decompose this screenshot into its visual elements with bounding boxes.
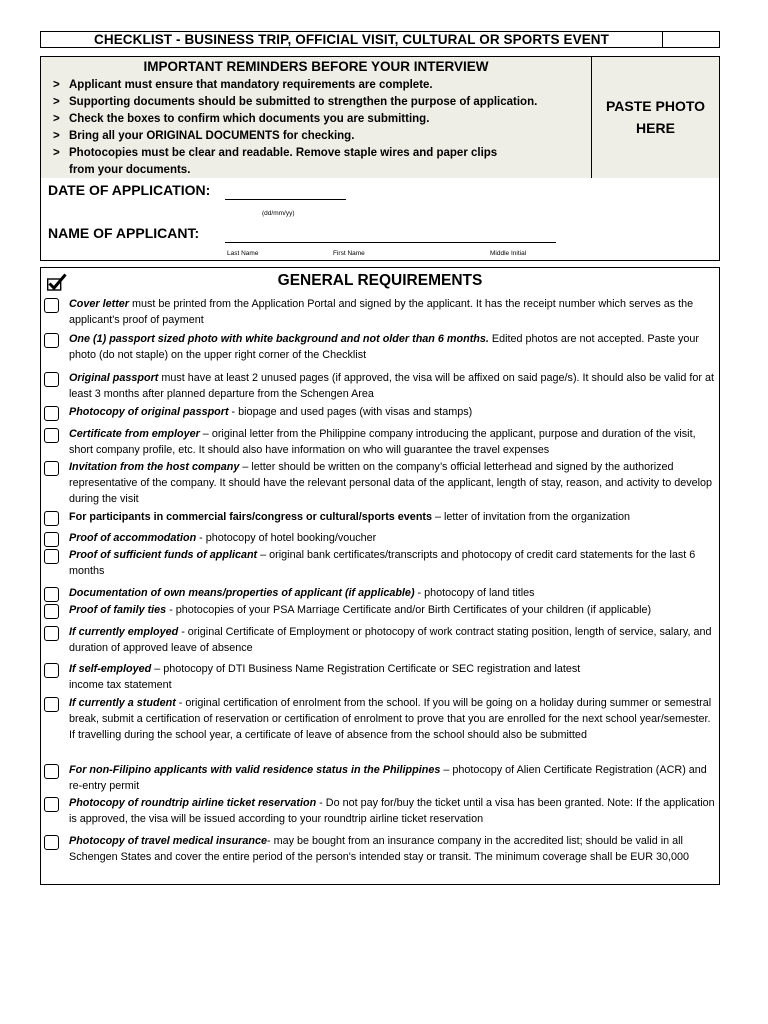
requirement-heading: If currently a student [69, 697, 176, 709]
reminder-text: Bring all your ORIGINAL DOCUMENTS for checking. [69, 130, 355, 142]
requirement-text [69, 603, 717, 619]
requirement-text [69, 297, 717, 329]
requirement-heading: For participants in commercial fairs/congress or cultural/sports events [69, 511, 433, 523]
general-requirements-box [40, 267, 720, 885]
requirement-body: must be printed from the Application Portal and signed by the applicant. It has the receipt number which serves as the applicant's proof of payment [69, 298, 694, 326]
requirement-heading: If currently employed [69, 626, 179, 638]
requirement-body: - Do not pay for/buy the ticket until a visa has been granted. Note: If the application is approved, the visa will be issued according to your roundtrip airline ticket reservation [69, 797, 715, 825]
reminders-panel [41, 57, 591, 178]
requirement-heading: Proof of accommodation [69, 532, 197, 544]
requirement-body: - photocopy of hotel booking/voucher [196, 532, 377, 544]
reminder-text: Photocopies must be clear and readable. Remove staple wires and paper clips [69, 147, 498, 159]
title-row [40, 31, 720, 48]
date-label: DATE OF APPLICATION: [48, 182, 211, 198]
requirement-heading: Photocopy of travel medical insurance [69, 835, 267, 847]
requirement-heading: Photocopy of roundtrip airline ticket reservation [69, 797, 317, 809]
checkbox-icon[interactable] [44, 406, 59, 421]
reminder-item [53, 94, 588, 111]
requirement-text [69, 696, 717, 743]
requirement-text [69, 371, 717, 403]
photo-instruction [592, 95, 719, 139]
checkbox-icon[interactable] [44, 372, 59, 387]
reminder-text: Supporting documents should be submitted to strengthen the purpose of application. [69, 96, 538, 108]
checkbox-icon[interactable] [44, 461, 59, 476]
requirement-body: - original Certificate of Employment or photocopy of work contract stating position, length of service, salary, and duration of approved leave of absence [69, 626, 712, 654]
requirement-text [69, 763, 717, 795]
bullet-marker: > [53, 79, 60, 91]
requirement-body: – letter should be written on the company’s official letterhead and signed by the authorized representative of the company. It should have the relevant personal data of the applicant, length of stay, reason, and activity to develop during the visit [69, 461, 713, 505]
reminder-text: Applicant must ensure that mandatory requirements are complete. [69, 79, 433, 91]
checkbox-icon[interactable] [44, 587, 59, 602]
photo-line-1: PASTE PHOTO [605, 98, 706, 114]
date-format-hint: (dd/mm/yy) [262, 210, 295, 217]
requirement-body: – photocopy of DTI Business Name Registration Certificate or SEC registration and latest income tax statement [69, 663, 581, 691]
checkbox-icon[interactable] [44, 298, 59, 313]
requirement-body: must have at least 2 unused pages (if approved, the visa will be affixed on said page/s). It should also be valid for at least 3 months after planned departure from the Schengen Area [69, 372, 714, 400]
reminder-continuation: from your documents. [69, 164, 191, 176]
requirement-text [69, 531, 717, 547]
requirement-text [69, 405, 717, 421]
reminder-item [53, 111, 588, 128]
bullet-marker: > [53, 113, 60, 125]
reminder-item [53, 77, 588, 94]
requirement-heading: For non-Filipino applicants with valid residence status in the Philippines [69, 764, 441, 776]
requirement-heading: Proof of family ties [69, 604, 167, 616]
checkbox-icon[interactable] [44, 532, 59, 547]
checkbox-icon[interactable] [44, 428, 59, 443]
middle-initial-hint: Middle Initial [490, 250, 527, 257]
checkbox-icon[interactable] [44, 549, 59, 564]
reminder-text: Check the boxes to confirm which documents you are submitting. [69, 113, 430, 125]
requirement-heading: Proof of sufficient funds of applicant [69, 549, 258, 561]
name-field[interactable] [225, 242, 556, 243]
requirement-heading: Certificate from employer [69, 428, 200, 440]
first-name-hint: First Name [333, 250, 365, 257]
name-label: NAME OF APPLICANT: [48, 225, 200, 241]
checkbox-icon[interactable] [44, 835, 59, 850]
document-title: CHECKLIST - BUSINESS TRIP, OFFICIAL VISIT, CULTURAL OR SPORTS EVENT [41, 32, 663, 47]
requirement-text [69, 510, 717, 526]
bullet-marker: > [53, 147, 60, 159]
requirement-heading: Cover letter [69, 298, 130, 310]
requirement-body: - original certification of enrolment from the school. If you will be going on a holiday during summer or semestral break, submit a certification of reservation or certification of enrolment to prove that you are enrolled for the next school year/semester. If travelling during the school year, a certificate of leave of absence from the school should also be submitted [69, 697, 712, 741]
requirement-heading: If self-employed [69, 663, 152, 675]
photo-placeholder[interactable] [591, 57, 719, 178]
requirement-body: – original letter from the Philippine company introducing the applicant, purpose and duration of the visit, short company profile, etc. It should also have information on who will guarantee the travel expenses [69, 428, 696, 456]
reminders-title: IMPORTANT REMINDERS BEFORE YOUR INTERVIEW [143, 59, 489, 74]
requirement-text [69, 625, 717, 657]
checkbox-icon[interactable] [44, 697, 59, 712]
requirement-heading: One (1) passport sized photo with white background and not older than 6 months. [69, 333, 489, 345]
bullet-marker: > [53, 130, 60, 142]
requirement-heading: Original passport [69, 372, 159, 384]
requirement-text [69, 427, 717, 459]
checkbox-icon[interactable] [44, 333, 59, 348]
requirement-body: - biopage and used pages (with visas and stamps) [228, 406, 473, 418]
requirement-text [69, 586, 717, 602]
requirement-text [69, 460, 717, 507]
applicant-info-box [40, 56, 720, 261]
reminder-item [53, 128, 588, 145]
checkbox-icon[interactable] [44, 511, 59, 526]
bullet-marker: > [53, 96, 60, 108]
checkbox-icon[interactable] [44, 626, 59, 641]
requirement-body: – original bank certificates/transcripts and photocopy of credit card statements for the last 6 months [69, 549, 696, 577]
checkbox-icon[interactable] [44, 604, 59, 619]
requirement-body: – photocopy of Alien Certificate Registration (ACR) and re-entry permit [69, 764, 707, 792]
requirement-body: – letter of invitation from the organization [432, 511, 631, 523]
reminders-list [53, 77, 588, 179]
requirement-heading: Documentation of own means/properties of applicant (if applicable) [69, 587, 415, 599]
last-name-hint: Last Name [227, 250, 259, 257]
requirement-heading: Invitation from the host company [69, 461, 240, 473]
requirement-body: - photocopy of land titles [414, 587, 535, 599]
requirement-text [69, 548, 717, 580]
reminder-item [53, 145, 588, 162]
checkbox-icon[interactable] [44, 764, 59, 779]
photo-line-2: HERE [636, 120, 675, 136]
checkbox-icon[interactable] [44, 663, 59, 678]
requirement-heading: Photocopy of original passport [69, 406, 229, 418]
checkbox-icon[interactable] [44, 797, 59, 812]
requirement-text [69, 796, 717, 828]
requirements-title: GENERAL REQUIREMENTS [277, 272, 483, 289]
requirement-body: - photocopies of your PSA Marriage Certificate and/or Birth Certificates of your children (if applicable) [166, 604, 652, 616]
requirement-text [69, 332, 717, 364]
requirement-text [69, 834, 717, 866]
requirement-body: - may be bought from an insurance company in the accredited list; should be valid in all Schengen States and cover the entire period of the person's intended stay or transit. The minimum coverage shall be EUR 30,000 [69, 835, 690, 863]
date-field[interactable] [225, 199, 346, 200]
requirement-body: Edited photos are not accepted. Paste your photo (do not staple) on the upper right corner of the Checklist [69, 333, 699, 361]
requirement-text [69, 662, 599, 694]
